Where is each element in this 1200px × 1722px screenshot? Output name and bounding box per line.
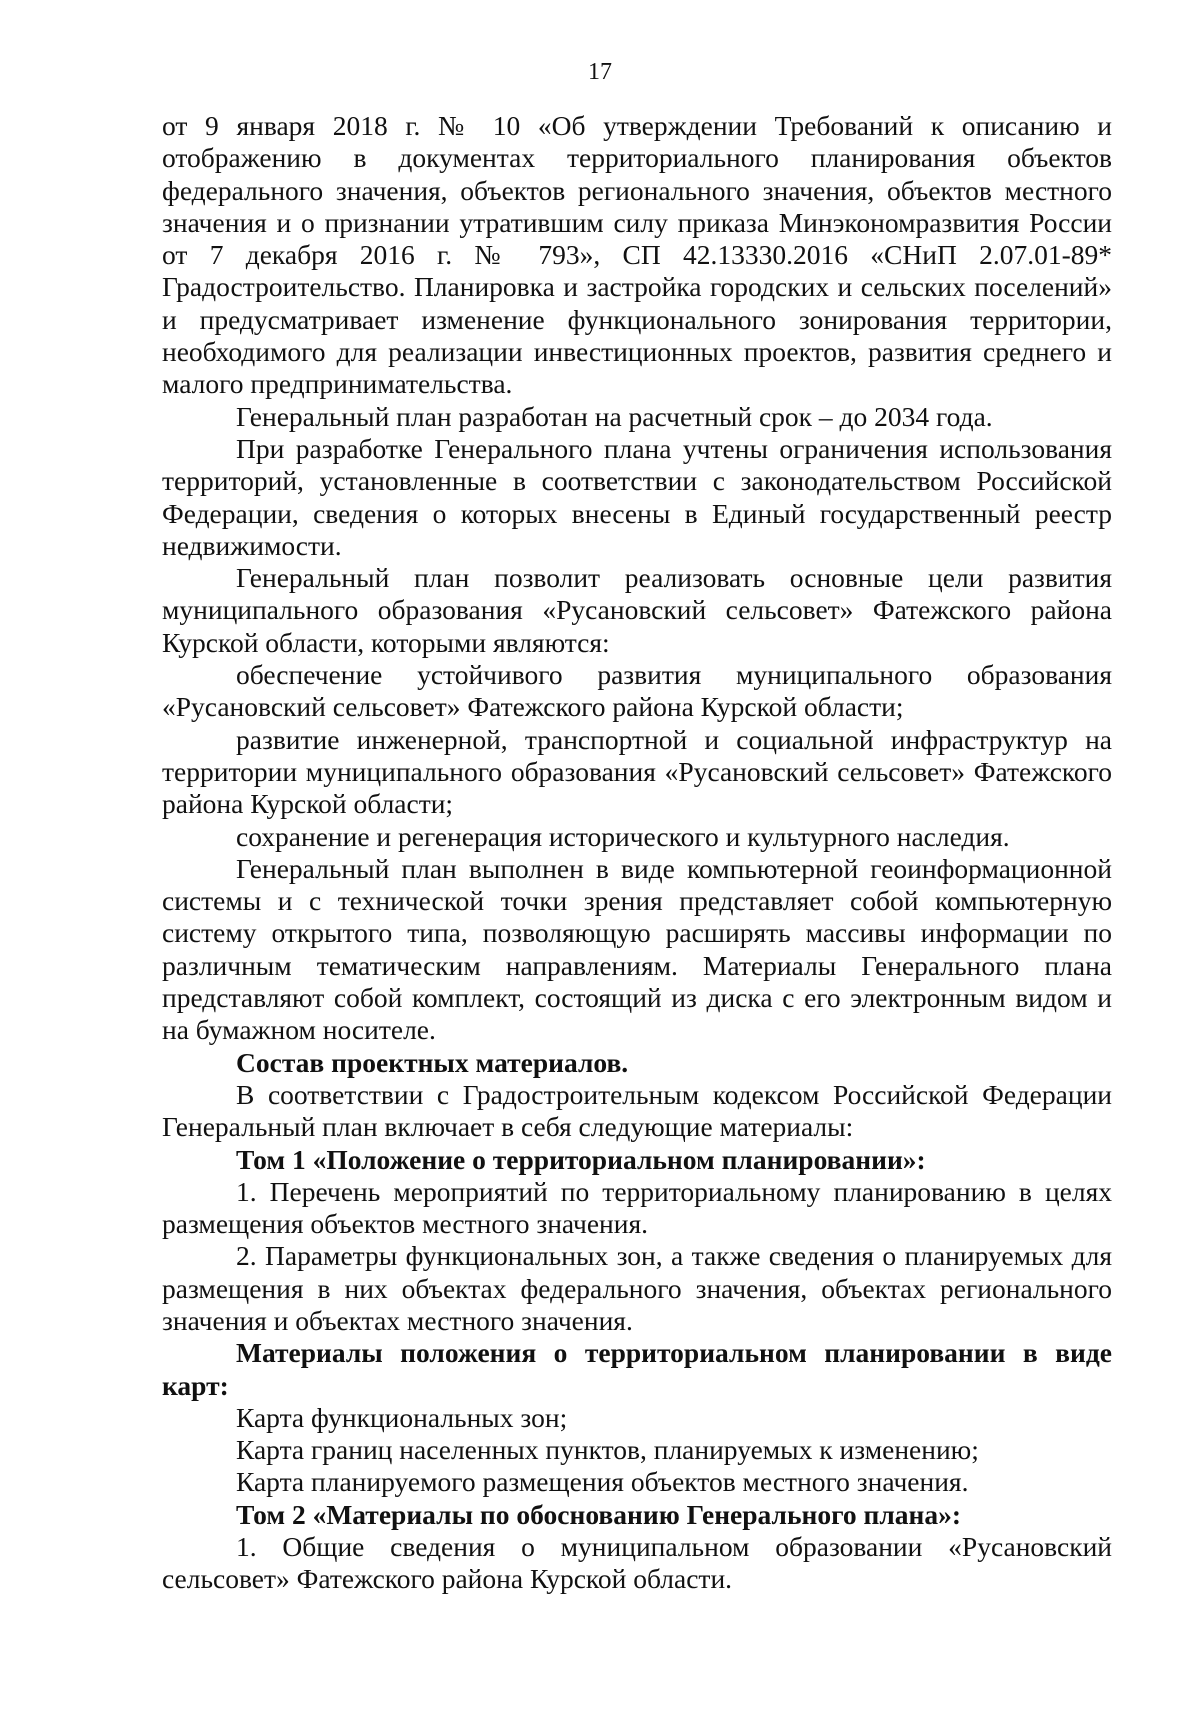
map-item-local-objects: Карта планируемого размещения объектов местного значения. bbox=[236, 1466, 969, 1498]
map-item-settlement-boundaries: Карта границ населенных пунктов, планируемых к изменению; bbox=[236, 1434, 979, 1466]
heading-volume-1: Том 1 «Положение о территориальном планировании»: bbox=[236, 1143, 926, 1175]
paragraph-decree-reference: от 9 января 2018 г. № 10 «Об утверждении Требований к описанию и отображению в документах территориального планирования объектов федерального значения, объектов регионального значения, объектов местного значения и о признании утратившим силу приказа Минэкономразвития России от 7 декабря 2016 г. № 793», СП 42.13330.2016 «СНиП 2.07.01-89* Градостроительство. Планировка и застройка городских и сельских поселений» и предусматривает изменение функционального зонирования территории, необходимого для реализации инвестиционных проектов, развития среднего и малого предпринимательства. bbox=[162, 110, 1112, 400]
heading-map-materials: Материалы положения о территориальном планировании в виде карт: bbox=[162, 1337, 1112, 1401]
paragraph-restrictions: При разработке Генерального плана учтены ограничения использования территорий, установленные в соответствии с законодательством Российской Федерации, сведения о которых внесены в Единый государственный реестр недвижимости. bbox=[162, 432, 1112, 561]
volume-2-item-1: 1. Общие сведения о муниципальном образовании «Русановский сельсовет» Фатежского района Курской области. bbox=[162, 1531, 1112, 1595]
page-number: 17 bbox=[588, 59, 612, 85]
goal-item-heritage: сохранение и регенерация исторического и культурного наследия. bbox=[236, 820, 1010, 852]
paragraph-goals-intro: Генеральный план позволит реализовать основные цели развития муниципального образования «Русановский сельсовет» Фатежского района Курской области, которыми являются: bbox=[162, 562, 1112, 658]
heading-project-materials: Состав проектных материалов. bbox=[236, 1046, 629, 1078]
paragraph-planning-period: Генеральный план разработан на расчетный срок – до 2034 года. bbox=[236, 400, 993, 432]
map-item-functional-zones: Карта функциональных зон; bbox=[236, 1401, 568, 1433]
paragraph-materials-intro: В соответствии с Градостроительным кодексом Российской Федерации Генеральный план включает в себя следующие материалы: bbox=[162, 1078, 1112, 1143]
goal-item-sustainable-development: обеспечение устойчивого развития муниципального образования «Русановский сельсовет» Фатежского района Курской области; bbox=[162, 659, 1112, 723]
volume-1-item-2: 2. Параметры функциональных зон, а также сведения о планируемых для размещения в них объектах федерального значения, объектах регионального значения и объектах местного значения. bbox=[162, 1240, 1112, 1336]
volume-1-item-1: 1. Перечень мероприятий по территориальному планированию в целях размещения объектов местного значения. bbox=[162, 1175, 1112, 1240]
document-body bbox=[162, 110, 1112, 1596]
paragraph-gis-description: Генеральный план выполнен в виде компьютерной геоинформационной системы и с технической точки зрения представляет собой компьютерную систему открытого типа, позволяющую расширять массивы информации по различным тематическим направлениям. Материалы Генерального плана представляют собой комплект, состоящий из диска с его электронным видом и на бумажном носителе. bbox=[162, 852, 1112, 1046]
heading-volume-2: Том 2 «Материалы по обоснованию Генерального плана»: bbox=[236, 1498, 962, 1530]
goal-item-infrastructure: развитие инженерной, транспортной и социальной инфраструктур на территории муниципального образования «Русановский сельсовет» Фатежского района Курской области; bbox=[162, 723, 1112, 820]
